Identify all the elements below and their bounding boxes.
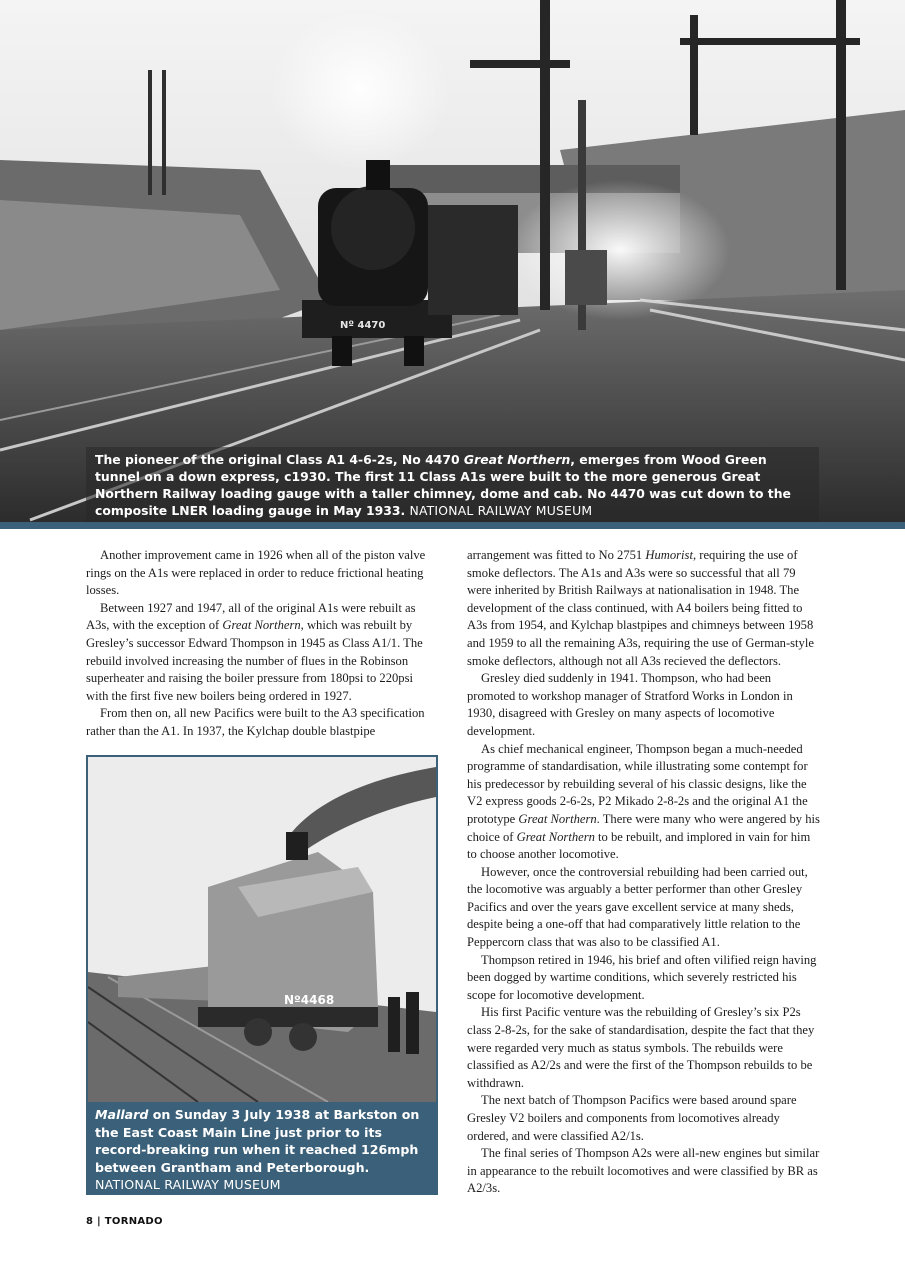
page-folio: 8 | TORNADO (86, 1216, 163, 1227)
paragraph: Another improvement came in 1926 when all of the piston valve rings on the A1s were replaced in order to reduce frictional heating losses. (86, 548, 426, 598)
mallard-photo-box (86, 755, 438, 1195)
text: arrangement was fitted to No 2751 (467, 548, 646, 562)
mallard-caption (95, 1106, 431, 1194)
mallard-photo (88, 757, 436, 1102)
hero-photo-illustration (0, 0, 905, 522)
paragraph: The next batch of Thompson Pacifics were based around spare Gresley V2 boilers and components from locomotives already ordered, and were classified A2/1s. (467, 1093, 797, 1143)
hero-caption-text: The pioneer of the original Class A1 4-6-2s, No 4470 (95, 452, 464, 467)
mallard-caption-text: on Sunday 3 July 1938 at Barkston on the East Coast Main Line just prior to its record-breaking run when it reached 126mph between Grantham and Peterborough. (95, 1107, 420, 1175)
text: As chief mechanical engineer, Thompson began a much-needed programme of standardisation, while illustrating some contempt for his predecessor by rebuilding several of his classic designs, like the V2 express goods 2-6-2s, P2 Mikado 2-8-2s and the original A1 the prototype (467, 741, 808, 826)
paragraph (86, 600, 434, 706)
paragraph: His first Pacific venture was the rebuilding of Gresley’s six P2s class 2-8-2s, for the sake of standardisation, despite the fact that they were regarded very much as status symbols. The rebuilds were classified as A2/2s and were the first of the Thompson rebuilds to be withdrawn. (467, 1005, 815, 1090)
mallard-caption-italic: Mallard (95, 1107, 149, 1122)
paragraph: However, once the controversial rebuilding had been carried out, the locomotive was arguably a better performer than other Gresley Pacifics and over the years gave excellent service at many sheds, despite being a one-off that had comparatively little relation to the Peppercorn class that was also to be classified A1. (467, 864, 808, 950)
text: to be rebuilt, and implored in vain for him to choose another locomotive. (467, 829, 811, 862)
hero-photo (0, 0, 905, 522)
italic-text: Great Northern (518, 811, 597, 826)
paragraph: The final series of Thompson A2s were all-new engines but similar in appearance to the rebuilt locomotives and were classified by BR as A2/3s. (467, 1146, 820, 1196)
text: Between 1927 and 1947, all of the original A1s were rebuilt as A3s, with the exception of (86, 600, 416, 633)
paragraph (467, 547, 822, 670)
paragraph (467, 741, 822, 864)
accent-rule (0, 522, 905, 529)
italic-text: Humorist (645, 548, 693, 562)
mallard-loco-number: Nº4468 (284, 993, 335, 1007)
text: , requiring the use of smoke deflectors. The A1s and A3s were so successful that all 79 were inherited by British Railways at nationalisation in 1948. The development of the class continued, with A4 boilers being fitted to A3s from 1954, and Kylchap blastpipes and chimneys between 1958 and 1959 to all the remaining A3s, requiring the use of German-style smoke deflectors, although not all A3s recieved the deflectors. (467, 548, 814, 668)
hero-caption-text-2: , emerges from Wood Green tunnel on a down express, c1930. The first 11 Class A1s were built to the more generous Great Northern Railway loading gauge with a taller chimney, dome and cab. No 4470 was cut down to the composite LNER loading gauge in May 1933. (95, 452, 791, 518)
hero-loco-number: Nº 4470 (340, 320, 386, 331)
text: , which was rebuilt by Gresley’s successor Edward Thompson in 1945 as Class A1/1. The rebuild involved increasing the number of flues in the Robinson superheater and raising the boiler pressure from 180psi to 220psi with the first five new boilers being ordered in 1927. (86, 618, 423, 703)
paragraph: Thompson retired in 1946, his brief and often vilified reign having been dogged by wartime conditions, which severely restricted his scope for locomotive development. (467, 952, 817, 1002)
italic-text: Great Northern (222, 618, 301, 633)
mallard-photo-illustration (88, 757, 436, 1102)
right-column (467, 547, 822, 1198)
paragraph: From then on, all new Pacifics were built to the A3 specification rather than the A1. In 1937, the Kylchap double blastpipe (86, 706, 425, 738)
hero-caption (86, 447, 819, 522)
hero-credit: NATIONAL RAILWAY MUSEUM (409, 503, 593, 518)
italic-text: Great Northern (516, 829, 595, 844)
left-column (86, 547, 434, 741)
hero-caption-italic: Great Northern (463, 452, 571, 467)
text: . There were many who were angered by his choice of (467, 811, 820, 844)
mallard-credit: NATIONAL RAILWAY MUSEUM (95, 1177, 281, 1193)
paragraph: Gresley died suddenly in 1941. Thompson, who had been promoted to workshop manager of Stratford Works in London in 1930, disagreed with Gresley on many aspects of locomotive development. (467, 671, 793, 738)
